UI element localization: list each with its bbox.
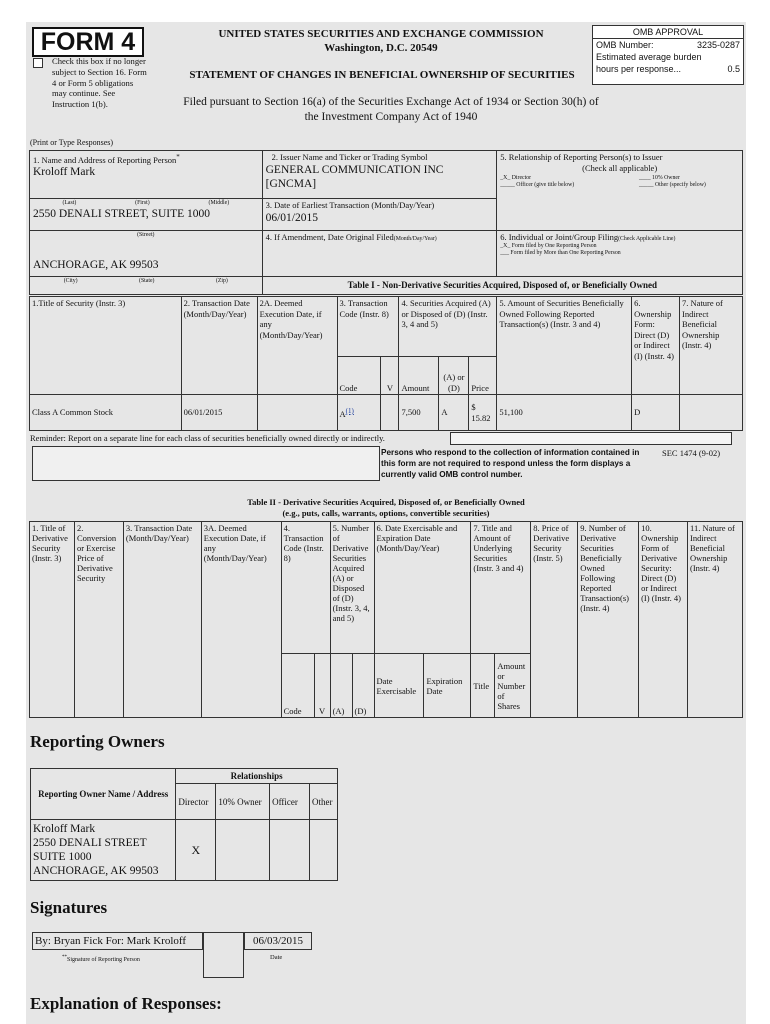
- t2-sub-amount: Amount or Number of Shares: [495, 654, 531, 718]
- t1-row-owned: 51,100: [497, 395, 632, 431]
- box6-filing-cell: [497, 231, 743, 277]
- table2-title: Table II - Derivative Securities Acquired, Disposed of, or Beneficially Owned: [247, 497, 525, 507]
- owner-10pct-cell: [216, 820, 270, 881]
- box1-street-cell: [30, 199, 263, 231]
- t1-col6: 6. Ownership Form: Direct (D) or Indirect (I) (Instr. 4): [632, 297, 680, 395]
- first-label: (First): [135, 200, 150, 206]
- owner-name-address: [31, 820, 176, 881]
- box1-city-cell: [30, 231, 263, 277]
- omb-number-label: OMB Number:: [596, 40, 654, 50]
- box1-sup: *: [176, 153, 180, 161]
- box1-label: 1. Name and Address of Reporting Person: [33, 154, 177, 165]
- agency-name: UNITED STATES SECURITIES AND EXCHANGE COMMISSION: [218, 28, 544, 40]
- omb-number-row: [593, 39, 743, 51]
- rel-other: _____ Other (specify below): [639, 182, 706, 188]
- t1-row-deemed: [257, 395, 337, 431]
- check-box-instructions: Check this box if no longer subject to Section 16. Form 4 or Form 5 obligations may continue. See Instruction 1(b).: [52, 56, 147, 110]
- signature-sup: **: [62, 955, 67, 960]
- t1-col2: 2. Transaction Date (Month/Day/Year): [181, 297, 257, 395]
- owner-director-mark: X: [176, 820, 216, 881]
- t2-col9: 9. Number of Derivative Securities Beneficially Owned Following Reported Transaction(s) (Instr. 4): [578, 522, 639, 718]
- box4-sub: (Month/Day/Year): [393, 236, 437, 242]
- date-label: Date: [270, 954, 283, 961]
- t1-col4: 4. Securities Acquired (A) or Disposed of (D) (Instr. 3, 4 and 5): [399, 297, 497, 357]
- footnote-link[interactable]: (1): [345, 406, 354, 415]
- t2-sub-title: Title: [471, 654, 495, 718]
- signature-by: By: Bryan Fick For: Mark Kroloff: [32, 932, 203, 950]
- t2-col11: 11. Nature of Indirect Beneficial Ownership (Instr. 4): [688, 522, 743, 718]
- reminder-field: [450, 432, 732, 445]
- t2-col5: 5. Number of Derivative Securities Acquired (A) or Disposed of (D) (Instr. 3, 4, and 5): [330, 522, 374, 654]
- t1-sub-price: Price: [469, 357, 497, 395]
- omb-title: OMB APPROVAL: [593, 26, 743, 39]
- owner-line-1: Kroloff Mark: [33, 823, 96, 835]
- issuer-name: GENERAL COMMUNICATION INC: [265, 163, 444, 176]
- omb-burden-label: Estimated average burden: [596, 52, 702, 62]
- t1-col7: 7. Nature of Indirect Beneficial Ownership (Instr. 4): [680, 297, 743, 395]
- rel-officer: _____ Officer (give title below): [500, 182, 575, 188]
- owner-line-2: 2550 DENALI STREET: [33, 837, 147, 849]
- box4-amendment-cell: [262, 231, 497, 277]
- filed-line-1: Filed pursuant to Section 16(a) of the Securities Exchange Act of 1934 or Section 30(h) of: [183, 96, 599, 108]
- owner-line-4: ANCHORAGE, AK 99503: [33, 865, 159, 877]
- t1-sub-amount: Amount: [399, 357, 439, 395]
- reporting-person-name: Kroloff Mark: [33, 166, 96, 179]
- t1-row-amount: 7,500: [399, 395, 439, 431]
- reminder-text: Reminder: Report on a separate line for each class of securities beneficially owned directly or indirectly.: [30, 433, 385, 443]
- t1-sub-code: Code: [337, 357, 381, 395]
- omb-hours-row: [593, 63, 743, 75]
- t2-col10: 10. Ownership Form of Derivative Security: Direct (D) or Indirect (I) (Instr. 4): [639, 522, 688, 718]
- t2-col3a: 3A. Deemed Execution Date, if any (Month/Day/Year): [201, 522, 281, 718]
- omb-approval-box: [592, 25, 744, 85]
- t1-row-nature: [680, 395, 743, 431]
- t1-row-code: A: [339, 408, 346, 419]
- t2-col3: 3. Transaction Date (Month/Day/Year): [123, 522, 201, 718]
- reporting-owners-heading: Reporting Owners: [30, 732, 165, 751]
- middle-label: (Middle): [208, 200, 230, 206]
- t2-sub-v: V: [314, 654, 330, 718]
- t1-row-title: Class A Common Stock: [30, 395, 182, 431]
- reporting-owners-table: [30, 768, 338, 881]
- agency-location: Washington, D.C. 20549: [324, 42, 438, 54]
- filed-line-2: the Investment Company Act of 1940: [304, 111, 478, 123]
- owner-other-cell: [310, 820, 338, 881]
- state-label: (State): [139, 278, 155, 284]
- city-label: (City): [63, 278, 78, 284]
- box6-sub: (Check Applicable Line): [618, 236, 676, 242]
- box6-opt1: _X_ Form filed by One Reporting Person: [500, 243, 597, 249]
- box2-label: 2. Issuer Name and Ticker or Trading Symbol: [271, 152, 428, 162]
- owners-col-relationships: Relationships: [176, 769, 338, 784]
- t2-col7: 7. Title and Amount of Underlying Securities (Instr. 3 and 4): [471, 522, 531, 654]
- t2-sub-exercisable: Date Exercisable: [374, 654, 424, 718]
- box2-issuer-cell: [262, 151, 497, 199]
- t1-col2a: 2A. Deemed Execution Date, if any (Month/Day/Year): [257, 297, 337, 395]
- t2-col2: 2. Conversion or Exercise Price of Derivative Security: [74, 522, 123, 718]
- reporting-person-table: [29, 150, 743, 295]
- omb-hours-value: 0.5: [727, 64, 740, 74]
- form-title: FORM 4: [32, 27, 144, 57]
- last-label: (Last): [62, 200, 77, 206]
- street-label: (Street): [137, 232, 155, 238]
- signatures-heading: Signatures: [30, 898, 108, 917]
- t1-row-form: D: [632, 395, 680, 431]
- reporting-street: 2550 DENALI STREET, SUITE 1000: [33, 208, 211, 220]
- t2-sub-code: Code: [281, 654, 314, 718]
- earliest-transaction-date: 06/01/2015: [265, 211, 318, 224]
- sec-number: SEC 1474 (9-02): [662, 448, 721, 458]
- table1-non-derivative: [29, 296, 743, 431]
- t1-row-aord: A: [439, 395, 469, 431]
- box4-label: 4. If Amendment, Date Original Filed: [265, 232, 394, 242]
- signature-label-wrap: [62, 955, 140, 963]
- reporting-city: ANCHORAGE, AK 99503: [33, 259, 159, 271]
- owners-col-director: Director: [176, 784, 216, 820]
- box5-label: 5. Relationship of Reporting Person(s) to Issuer: [500, 152, 663, 162]
- box6-opt2: ___ Form filed by More than One Reporting Person: [500, 250, 621, 256]
- t2-col8: 8. Price of Derivative Security (Instr. 5): [531, 522, 578, 718]
- statement-title: STATEMENT OF CHANGES IN BENEFICIAL OWNERSHIP OF SECURITIES: [189, 69, 575, 81]
- box5-relationship-cell: [497, 151, 743, 231]
- signature-label: Signature of Reporting Person: [67, 957, 140, 963]
- persons-notice: Persons who respond to the collection of information contained in this form are not required to respond unless the form displays a currently valid OMB control number.: [381, 448, 640, 479]
- box6-label: 6. Individual or Joint/Group Filing: [500, 232, 619, 242]
- table2-subtitle: (e.g., puts, calls, warrants, options, convertible securities): [282, 508, 490, 518]
- zip-label: (Zip): [215, 278, 228, 284]
- t1-row-code-cell: [337, 395, 381, 431]
- table-row: [31, 820, 338, 881]
- table1-title: Table I - Non-Derivative Securities Acquired, Disposed of, or Beneficially Owned: [262, 277, 742, 295]
- no-longer-subject-checkbox[interactable]: [33, 58, 43, 68]
- city-state-zip-labels: [30, 277, 263, 295]
- filed-pursuant: [136, 95, 646, 125]
- omb-hours-label: hours per response...: [596, 64, 682, 74]
- rel-director: _X_ Director: [500, 175, 532, 181]
- table2-derivative: [29, 521, 743, 718]
- print-note: (Print or Type Responses): [30, 138, 114, 147]
- box1-name-cell: [30, 151, 263, 199]
- t2-sub-expiration: Expiration Date: [424, 654, 471, 718]
- omb-burden-row: [593, 51, 743, 63]
- agency-block: [166, 27, 596, 55]
- t2-col4: 4. Transaction Code (Instr. 8): [281, 522, 330, 654]
- notice-left-box: [32, 446, 380, 481]
- box3-date-cell: [262, 199, 497, 231]
- owner-officer-cell: [270, 820, 310, 881]
- t2-col6: 6. Date Exercisable and Expiration Date (Month/Day/Year): [374, 522, 471, 654]
- explanation-heading: Explanation of Responses:: [30, 994, 222, 1013]
- box3-label: 3. Date of Earliest Transaction (Month/Day/Year): [265, 200, 435, 210]
- t1-col1: 1.Title of Security (Instr. 3): [30, 297, 182, 395]
- t1-sub-v: V: [381, 357, 399, 395]
- table2-title-block: [29, 497, 743, 519]
- owners-col-10pct: 10% Owner: [216, 784, 270, 820]
- t2-sub-d: (D): [352, 654, 374, 718]
- t2-col1: 1. Title of Derivative Security (Instr. 3): [30, 522, 75, 718]
- t1-sub-aord: (A) or (D): [439, 357, 469, 395]
- signature-spacer-box: [203, 932, 244, 978]
- owner-line-3: SUITE 1000: [33, 851, 92, 863]
- t1-row-v: [381, 395, 399, 431]
- owners-col-officer: Officer: [270, 784, 310, 820]
- form-page: [26, 22, 746, 1024]
- owners-col-other: Other: [310, 784, 338, 820]
- t1-row-price: $ 15.82: [469, 395, 497, 431]
- t1-col5: 5. Amount of Securities Beneficially Owned Following Reported Transaction(s) (Instr. 3 and 4): [497, 297, 632, 395]
- box5-sub: (Check all applicable): [582, 162, 658, 173]
- rel-10pct: ____ 10% Owner: [639, 175, 680, 181]
- t2-sub-a: (A): [330, 654, 352, 718]
- owners-col-name: Reporting Owner Name / Address: [31, 769, 176, 820]
- signature-date: 06/03/2015: [244, 932, 312, 950]
- t1-row-date: 06/01/2015: [181, 395, 257, 431]
- table-row: [30, 395, 743, 431]
- issuer-ticker: [GNCMA]: [265, 177, 317, 190]
- t1-col3: 3. Transaction Code (Instr. 8): [337, 297, 399, 357]
- omb-number-value: 3235-0287: [696, 40, 740, 50]
